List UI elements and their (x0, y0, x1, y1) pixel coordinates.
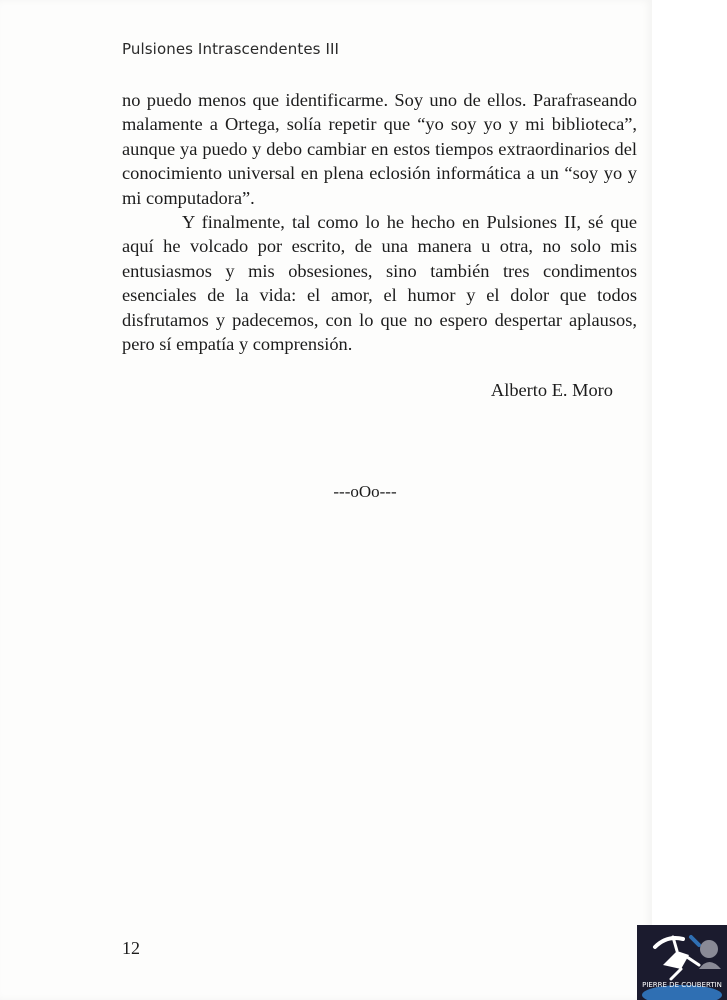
running-header: Pulsiones Intrascendentes III (122, 40, 340, 58)
body-text (122, 88, 637, 356)
paragraph-2: Y finalmente, tal como lo he hecho en Pulsiones II, sé que aquí he volcado por escrito, de una manera u otra, no solo mis entusiasmos y mis obsesiones, sino también tres condimentos esenciales de la vida: el amor, el humor y el dolor que todos disfrutamos y padecemos, con lo que no espero despertar aplausos, pero sí empatía y comprensión. (122, 212, 637, 355)
paragraph-1: no puedo menos que identificarme. Soy uno de ellos. Parafraseando malamente a Ortega, solía repetir que “yo soy yo y mi biblioteca”, aunque ya puedo y debo cambiar en estos tiempos extraordinarios del conocimiento universal en plena eclosión informática a un “soy yo y mi computadora”. (122, 90, 637, 208)
author-signature: Alberto E. Moro (490, 380, 613, 400)
page-number: 12 (122, 938, 140, 958)
logo-text: PIERRE DE COUBERTIN (642, 981, 722, 989)
pierre-de-coubertin-logo (637, 925, 727, 1000)
runner-logo-icon (637, 925, 727, 1000)
section-separator: ---oOo--- (333, 482, 397, 501)
page-margin (652, 0, 727, 1000)
